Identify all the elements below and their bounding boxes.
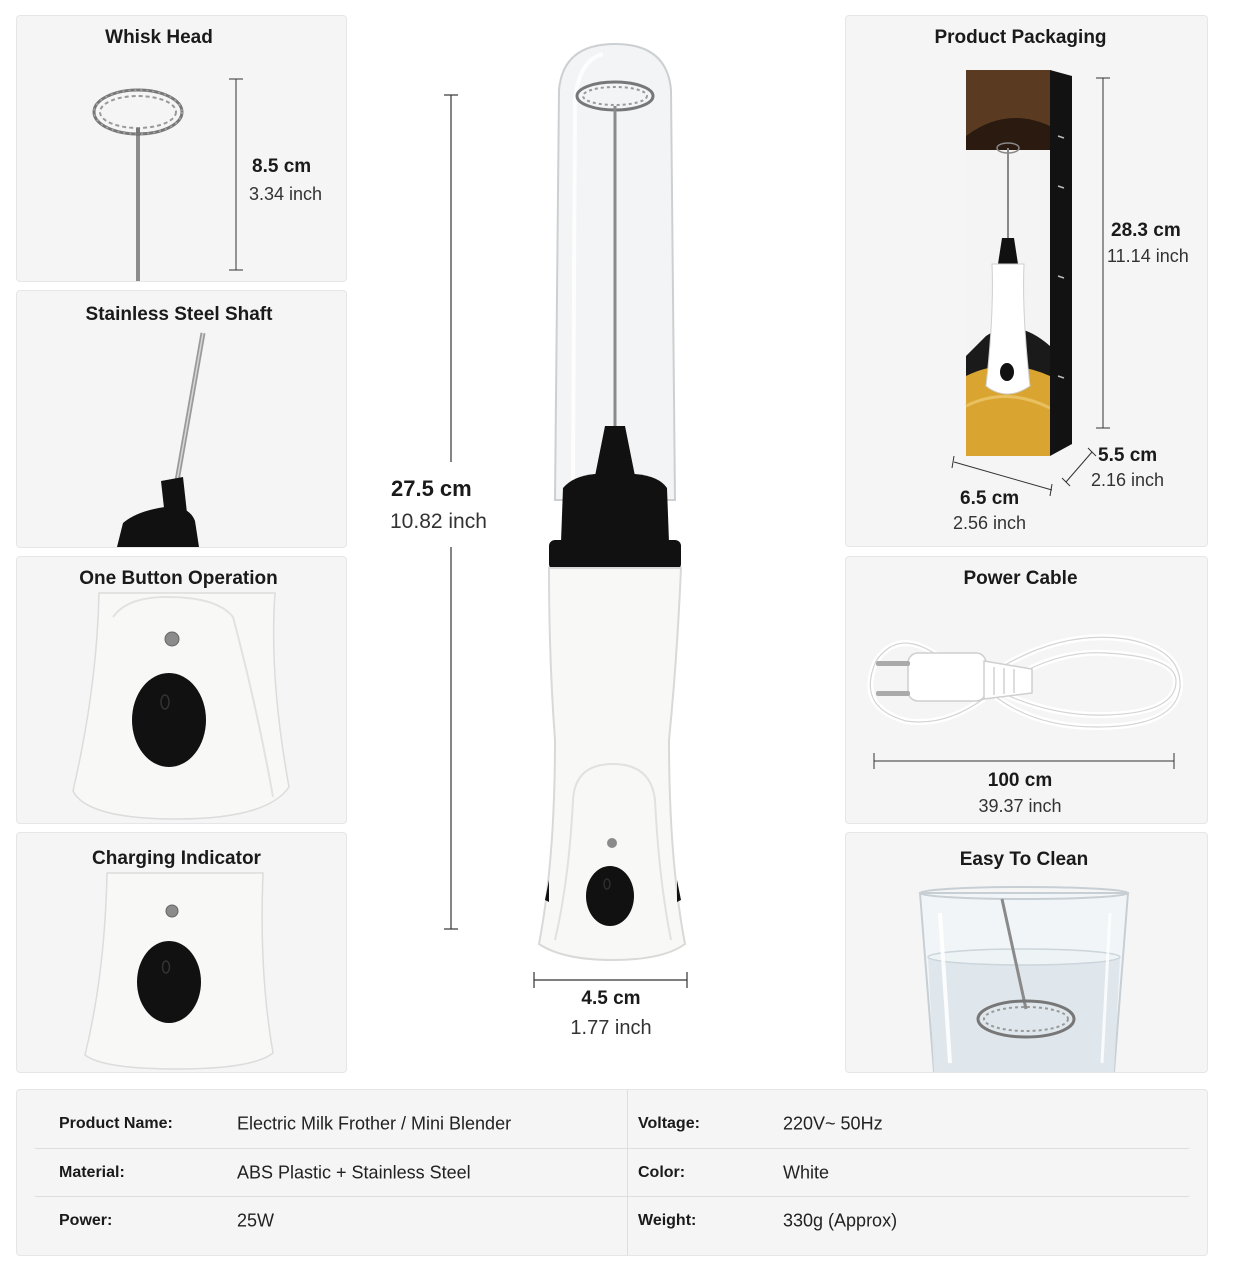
main-width-inch: 1.77 inch: [570, 1017, 652, 1039]
packaging-depth-cm: 5.5 cm: [1098, 445, 1158, 466]
main-width-dimension-line: [532, 970, 692, 990]
spec-value: Electric Milk Frother / Mini Blender: [237, 1113, 512, 1134]
whisk-head-cm: 8.5 cm: [252, 156, 312, 177]
charging-title: Charging Indicator: [92, 848, 261, 869]
cable-title: Power Cable: [963, 568, 1078, 589]
whisk-head-title: Whisk Head: [105, 27, 213, 48]
spec-value: 25W: [237, 1210, 275, 1231]
button-title: One Button Operation: [79, 568, 278, 589]
packaging-title: Product Packaging: [934, 27, 1107, 48]
clean-panel: [845, 832, 1208, 1073]
spec-label: Power:: [59, 1212, 113, 1229]
spec-row: [35, 1196, 1189, 1245]
spec-row: [35, 1100, 1189, 1148]
whisk-head-panel: [16, 15, 347, 282]
whisk-head-inch: 3.34 inch: [249, 184, 323, 204]
spec-label: Voltage:: [638, 1115, 700, 1132]
packaging-height-cm: 28.3 cm: [1111, 220, 1181, 241]
spec-label: Material:: [59, 1164, 125, 1181]
main-width-cm: 4.5 cm: [581, 988, 641, 1009]
charging-panel: [16, 832, 347, 1073]
shaft-title: Stainless Steel Shaft: [85, 304, 273, 325]
clean-title: Easy To Clean: [959, 849, 1089, 870]
packaging-width-inch: 2.56 inch: [953, 513, 1027, 533]
button-closeup-image: [17, 557, 346, 823]
main-frother-image: [463, 40, 763, 1040]
button-panel: [16, 556, 347, 824]
main-height-inch: 10.82 inch: [390, 510, 487, 533]
charging-closeup-image: [17, 833, 346, 1072]
spec-label: Color:: [638, 1164, 686, 1181]
shaft-panel: [16, 290, 347, 548]
spec-label: Weight:: [638, 1212, 697, 1229]
spec-table: [16, 1089, 1208, 1256]
packaging-width-cm: 6.5 cm: [960, 488, 1020, 509]
glass-water-image: [846, 833, 1207, 1072]
shaft-image: [17, 291, 346, 547]
cable-length-inch: 39.37 inch: [978, 796, 1062, 816]
cable-length-cm: 100 cm: [987, 770, 1053, 791]
whisk-head-image: [17, 16, 346, 281]
packaging-panel: [845, 15, 1208, 547]
spec-value: White: [783, 1162, 830, 1183]
packaging-depth-inch: 2.16 inch: [1091, 470, 1165, 490]
cable-panel: [845, 556, 1208, 824]
spec-value: 220V~ 50Hz: [783, 1113, 883, 1134]
spec-label: Product Name:: [59, 1115, 173, 1132]
packaging-height-inch: 11.14 inch: [1107, 246, 1189, 266]
main-height-cm: 27.5 cm: [391, 476, 472, 501]
spec-value: ABS Plastic + Stainless Steel: [237, 1162, 471, 1183]
spec-row: [35, 1148, 1189, 1197]
spec-value: 330g (Approx): [783, 1210, 898, 1231]
